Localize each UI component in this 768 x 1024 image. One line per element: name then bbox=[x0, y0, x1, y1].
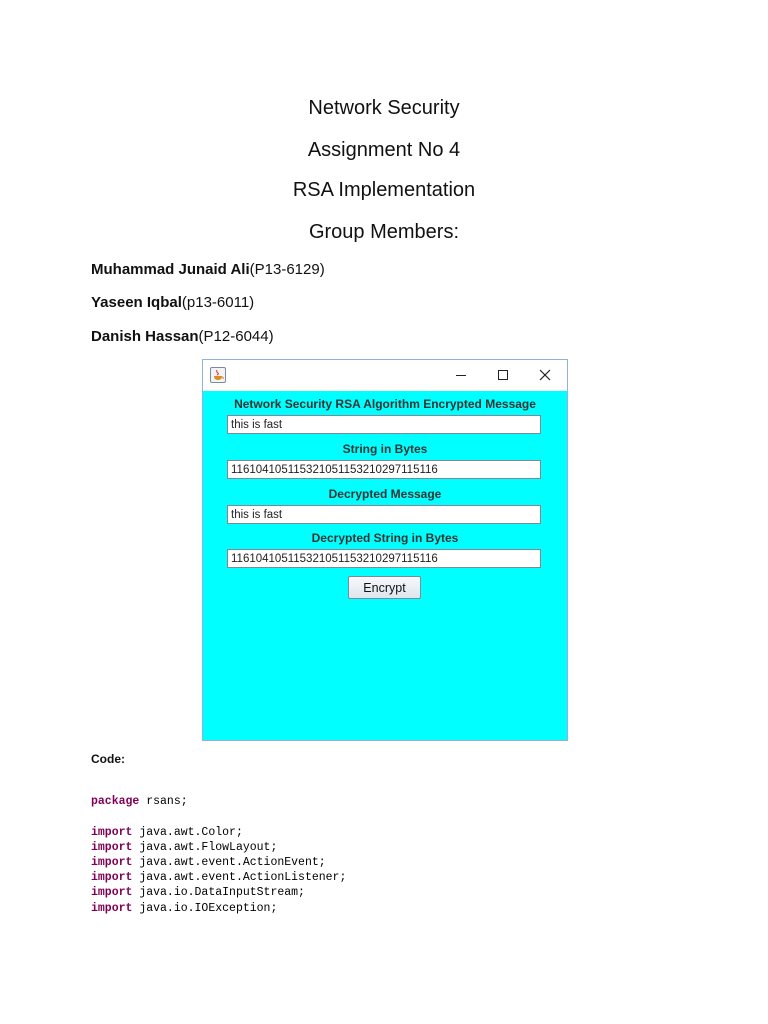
encrypted-message-label: Network Security RSA Algorithm Encrypted Message bbox=[234, 397, 536, 411]
minimize-button[interactable] bbox=[447, 364, 475, 386]
code-line bbox=[91, 856, 326, 870]
code-line bbox=[91, 826, 243, 840]
member-name: Yaseen Iqbal bbox=[91, 294, 182, 311]
heading-group-members: Group Members: bbox=[308, 221, 460, 243]
code-line bbox=[91, 902, 277, 916]
close-icon bbox=[531, 364, 559, 386]
encrypt-button[interactable]: Encrypt bbox=[348, 576, 421, 599]
code-keyword: import bbox=[91, 871, 133, 884]
code-line bbox=[91, 871, 346, 885]
code-line bbox=[91, 886, 305, 900]
code-text: java.awt.event.ActionListener; bbox=[132, 871, 347, 884]
java-cup-icon bbox=[210, 367, 226, 383]
code-text: java.io.IOException; bbox=[132, 902, 278, 915]
code-text: java.awt.event.ActionEvent; bbox=[132, 856, 326, 869]
code-line bbox=[91, 841, 277, 855]
member-1 bbox=[91, 260, 325, 280]
code-text: java.awt.FlowLayout; bbox=[132, 841, 278, 854]
decrypted-message-label: Decrypted Message bbox=[328, 487, 442, 501]
code-keyword: import bbox=[91, 902, 133, 915]
decrypted-message-field[interactable] bbox=[227, 505, 541, 524]
heading-topic: RSA Implementation bbox=[292, 179, 476, 201]
member-id: (p13-6011) bbox=[181, 294, 255, 311]
member-3 bbox=[91, 327, 274, 347]
code-keyword: package bbox=[91, 795, 140, 808]
encrypted-message-field[interactable] bbox=[227, 415, 541, 434]
maximize-icon bbox=[489, 364, 517, 386]
heading-assignment: Assignment No 4 bbox=[307, 139, 461, 161]
code-text: java.io.DataInputStream; bbox=[132, 886, 305, 899]
decrypted-bytes-field[interactable] bbox=[227, 549, 541, 568]
code-line bbox=[91, 795, 188, 809]
code-text: rsans; bbox=[139, 795, 188, 808]
member-id: (P12-6044) bbox=[198, 328, 274, 345]
close-button[interactable] bbox=[531, 364, 559, 386]
maximize-button[interactable] bbox=[489, 364, 517, 386]
code-keyword: import bbox=[91, 841, 133, 854]
code-label: Code: bbox=[91, 752, 125, 766]
window-title-bar bbox=[203, 360, 567, 391]
code-text: java.awt.Color; bbox=[132, 826, 243, 839]
heading-course: Network Security bbox=[308, 97, 460, 119]
rsa-app-window bbox=[202, 359, 568, 741]
string-in-bytes-label: String in Bytes bbox=[342, 442, 428, 456]
member-name: Muhammad Junaid Ali bbox=[91, 261, 250, 278]
code-keyword: import bbox=[91, 856, 133, 869]
member-name: Danish Hassan bbox=[91, 328, 199, 345]
string-in-bytes-field[interactable] bbox=[227, 460, 541, 479]
app-content-panel bbox=[203, 391, 567, 740]
member-2 bbox=[91, 293, 254, 313]
code-keyword: import bbox=[91, 826, 133, 839]
member-id: (P13-6129) bbox=[249, 261, 325, 278]
decrypted-bytes-label: Decrypted String in Bytes bbox=[311, 531, 459, 545]
code-keyword: import bbox=[91, 886, 133, 899]
minimize-icon bbox=[447, 364, 475, 386]
